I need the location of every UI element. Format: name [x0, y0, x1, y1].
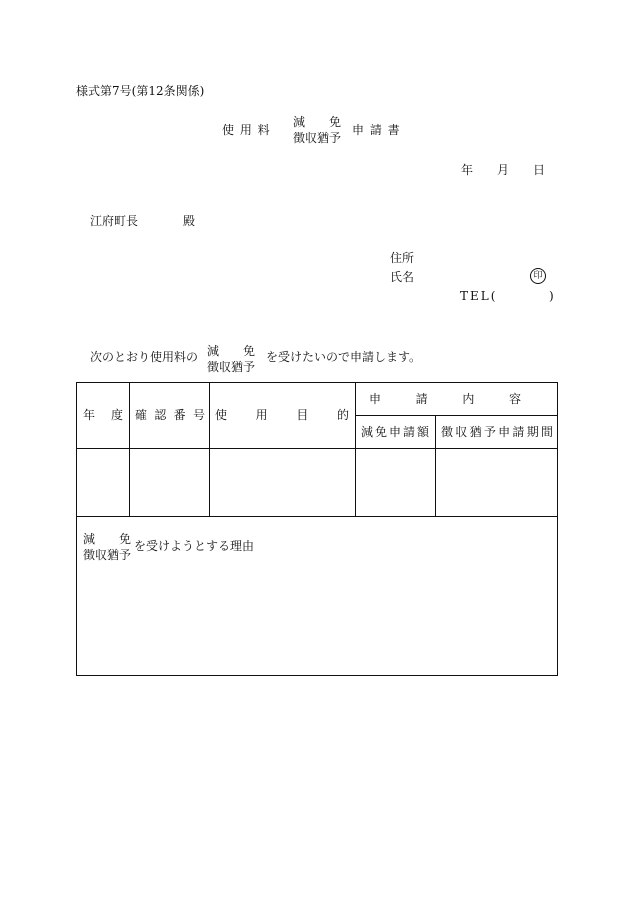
header-divider-sub — [355, 415, 557, 416]
header-confirmation-number: 確 認 番 号 — [135, 408, 205, 422]
application-table — [76, 382, 558, 676]
cell-confirmation-number[interactable] — [130, 449, 208, 515]
title-option-exemption: 減 免 — [293, 115, 342, 129]
header-purpose: 使 用 目 的 — [215, 408, 349, 422]
tel-close: ) — [549, 289, 554, 303]
reason-option-exemption: 減 免 — [83, 532, 132, 546]
statement-option-exemption: 減 免 — [207, 344, 256, 358]
title-prefix: 使 用 料 — [222, 123, 271, 137]
date-day-label: 日 — [533, 163, 546, 177]
name-label: 氏名 — [390, 270, 415, 284]
addressee-name: 江府町長 — [90, 214, 139, 228]
header-deferral-period: 徴 収 猶 予 申 請 期 間 — [441, 425, 553, 439]
cell-year[interactable] — [78, 449, 128, 515]
cell-deferral-period[interactable] — [436, 449, 556, 515]
reason-label: を受けようとする理由 — [134, 539, 255, 553]
statement-prefix: 次のとおり使用料の — [90, 350, 199, 364]
form-number: 様式第7号(第12条関係) — [76, 84, 205, 98]
statement-option — [207, 343, 255, 375]
addressee-honorific: 殿 — [183, 214, 196, 228]
title-option — [293, 114, 341, 146]
address-label: 住所 — [390, 251, 415, 265]
reason-option-deferral: 徴収猶予 — [83, 548, 132, 562]
tel-label: TEL( — [460, 289, 498, 303]
header-year: 年 度 — [83, 408, 123, 422]
statement-option-deferral: 徴収猶予 — [207, 360, 256, 374]
cell-purpose[interactable] — [210, 449, 354, 515]
date-month-label: 月 — [497, 163, 510, 177]
seal-mark: 印 — [530, 268, 546, 284]
header-application-content: 申 請 内 容 — [369, 392, 521, 406]
title-suffix: 申 請 書 — [352, 123, 401, 137]
date-year-label: 年 — [461, 163, 474, 177]
title-option-deferral: 徴収猶予 — [293, 131, 342, 145]
cell-exemption-amount[interactable] — [356, 449, 434, 515]
header-exemption-amount: 減 免 申 請 額 — [361, 425, 429, 439]
statement-suffix: を受けたいので申請します。 — [266, 350, 422, 364]
reason-input-area[interactable] — [78, 559, 556, 673]
data-row-bottom-line — [77, 516, 557, 517]
